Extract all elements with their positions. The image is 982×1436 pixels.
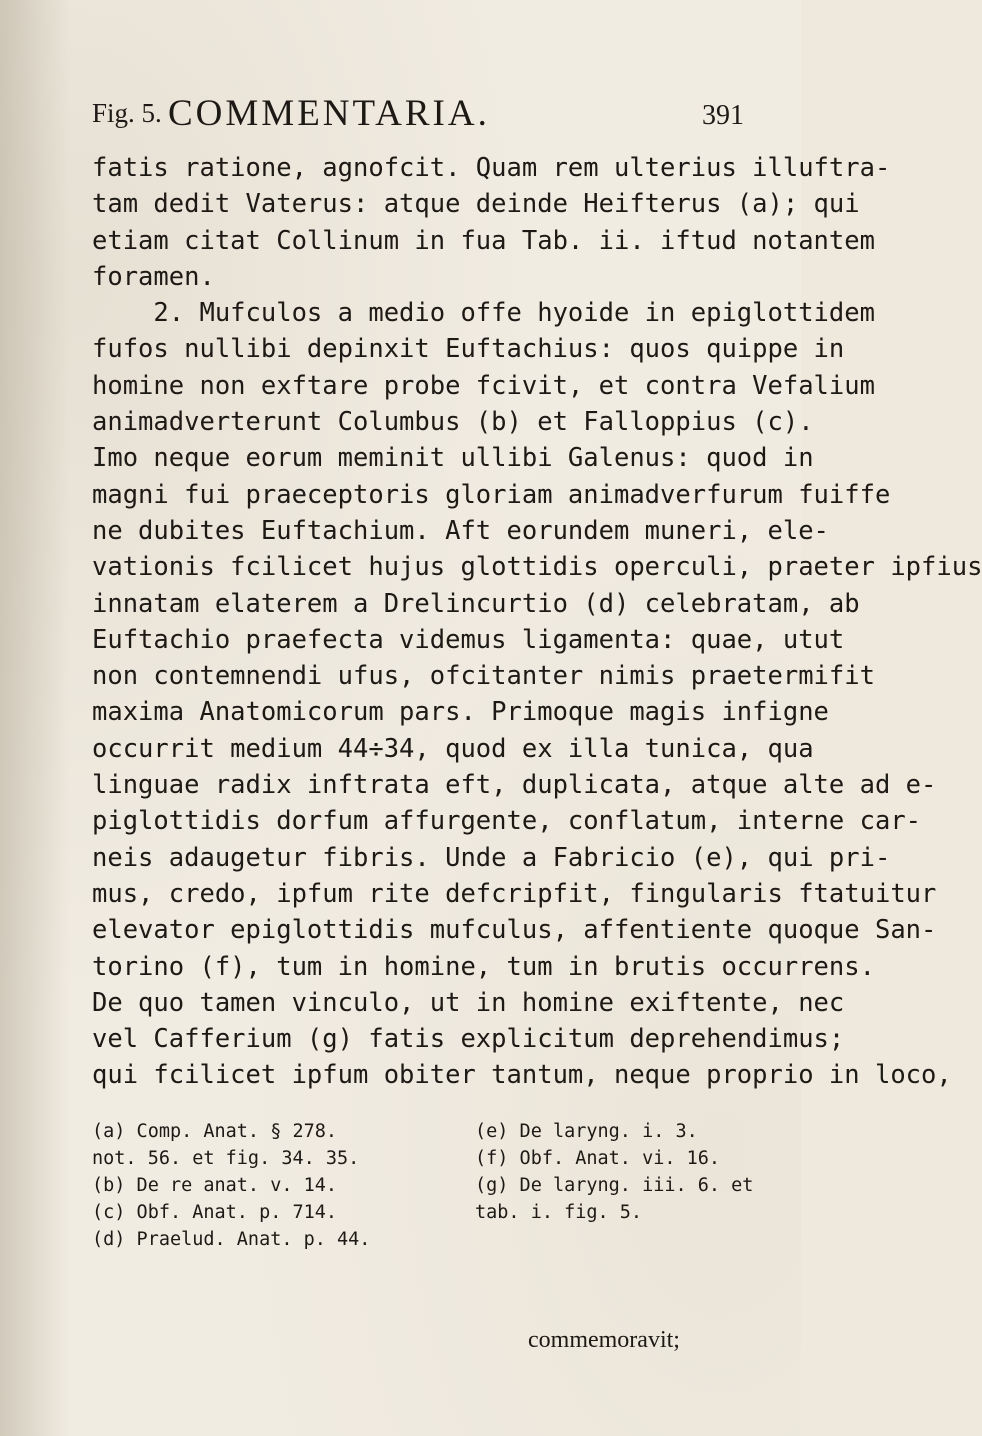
page-number: 391 [702, 100, 744, 131]
footnote: (b) De re anat. v. 14. [92, 1175, 338, 1196]
text-line: vel Cafferium (g) fatis explicitum deprehendimus; [92, 1024, 845, 1055]
figure-reference: Fig. 5. [92, 98, 162, 128]
page-edge-shadow [0, 0, 70, 1436]
text-line: fatis ratione, agnofcit. Quam rem ulterius illuftra- [92, 153, 891, 183]
text-line: torino (f), tum in homine, tum in brutis occurrens. [92, 951, 875, 982]
catchword: commemoravit; [528, 1327, 680, 1353]
footnote: not. 56. et fig. 34. 35. [92, 1148, 360, 1169]
text-line: animadverterunt Columbus (b) et Falloppius (c). [92, 407, 814, 438]
text-line: De quo tamen vinculo, ut in homine exiftente, nec [92, 987, 845, 1018]
text-line: ne dubites Euftachium. Aft eorundem muneri, ele- [92, 515, 829, 546]
text-line: linguae radix inftrata eft, duplicata, atque alte ad e- [92, 770, 937, 801]
footnote: (g) De laryng. iii. 6. et [475, 1175, 754, 1196]
text-line: innatam elaterem a Drelincurtio (d) celebratam, ab [92, 588, 860, 619]
text-line: maxima Anatomicorum pars. Primoque magis infigne [92, 697, 829, 728]
footnote: tab. i. fig. 5. [475, 1202, 643, 1223]
text-line: neis adaugetur fibris. Unde a Fabricio (e), qui pri- [92, 842, 891, 873]
footnote: (d) Praelud. Anat. p. 44. [92, 1229, 371, 1250]
text-line: piglottidis dorfum affurgente, conflatum, interne car- [92, 806, 922, 837]
text-line: elevator epiglottidis mufculus, affentiente quoque San- [92, 915, 937, 946]
text-line: magni fui praeceptoris gloriam animadverfurum fuiffe [92, 479, 891, 510]
text-line: etiam citat Collinum in fua Tab. ii. iftud notantem [92, 225, 875, 256]
text-line: fufos nullibi depinxit Euftachius: quos quippe in [92, 334, 845, 365]
footnotes-right-column [475, 1118, 753, 1226]
footnote: (e) De laryng. i. 3. [475, 1121, 698, 1142]
page-header [92, 92, 744, 140]
text-line: vationis fcilicet hujus glottidis operculi, praeter ipfius [92, 552, 982, 583]
text-line: qui fcilicet ipfum obiter tantum, neque proprio in loco, [92, 1060, 952, 1091]
footnotes [92, 1118, 752, 1318]
footnote: (a) Comp. Anat. § 278. [92, 1121, 338, 1142]
text-line: mus, credo, ipfum rite defcripfit, fingularis ftatuitur [92, 878, 937, 909]
footnote: (f) Obf. Anat. vi. 16. [475, 1148, 721, 1169]
text-line: foramen. [92, 261, 215, 292]
footnotes-left-column [92, 1118, 370, 1253]
text-line: Euftachio praefecta videmus ligamenta: quae, utut [92, 624, 845, 655]
text-line: non contemnendi ufus, ofcitanter nimis praetermifit [92, 661, 875, 692]
footnote: (c) Obf. Anat. p. 714. [92, 1202, 338, 1223]
running-title: COMMENTARIA. [168, 93, 490, 134]
text-line: Imo neque eorum meminit ullibi Galenus: quod in [92, 443, 814, 474]
text-line: 2. Mufculos a medio offe hyoide in epiglottidem [92, 298, 875, 329]
text-line: occurrit medium 44÷34, quod ex illa tunica, qua [92, 733, 814, 764]
text-line: tam dedit Vaterus: atque deinde Heifterus (a); qui [92, 189, 860, 220]
body-text [92, 150, 982, 1094]
text-line: homine non exftare probe fcivit, et contra Vefalium [92, 370, 875, 401]
